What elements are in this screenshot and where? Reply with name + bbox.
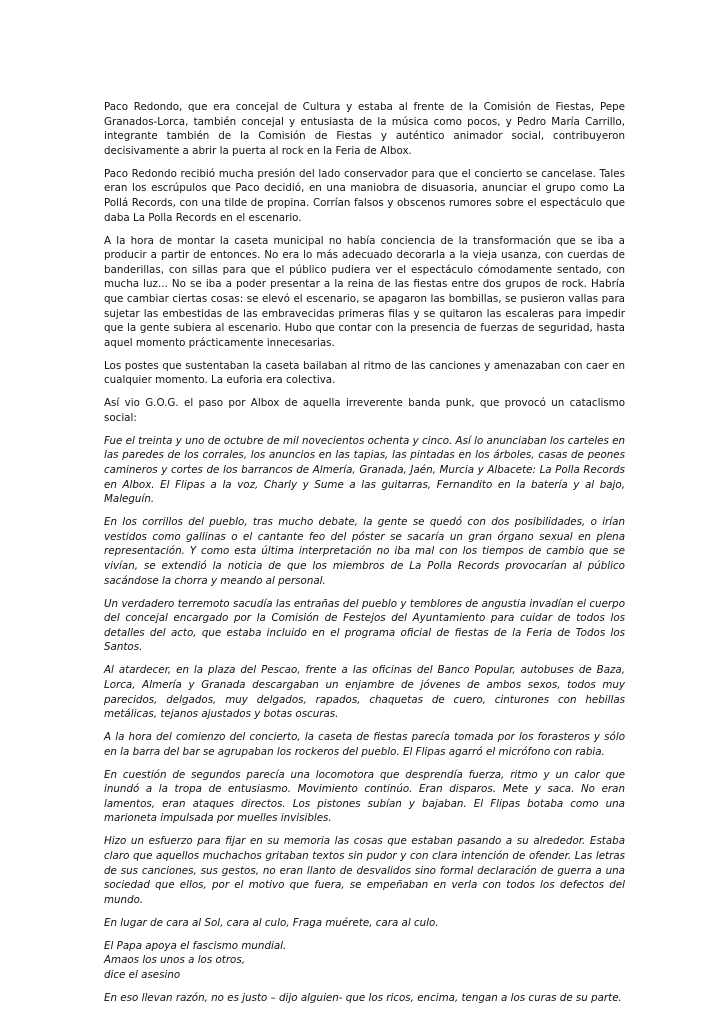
verse-line: El Papa apoya el fascismo mundial. (104, 939, 287, 952)
verse-block (104, 939, 625, 983)
closing-paragraph: En eso llevan razón, no es justo – dijo alguien- que los ricos, encima, tengan a los curas de su parte. (104, 991, 622, 1004)
document-page (104, 100, 625, 1014)
quote-paragraph-3: Un verdadero terremoto sacudía las entrañas del pueblo y temblores de angustia invadían el cuerpo del concejal encargado por la Comisión de Festejos del Ayuntamiento para cuidar de todos los detalles del acto, que estaba incluido en el programa oficial de fiestas de la Feria de Todos los Santos. (104, 597, 625, 654)
paragraph-1: Paco Redondo, que era concejal de Cultura y estaba al frente de la Comisión de Fiestas, Pepe Granados-Lorca, también concejal y entusiasta de la música como pocos, y Pedro María Carrillo, integrante también de la Comisión de Fiestas y auténtico animador social, contribuyeron decisivamente a abrir la puerta al rock en la Feria de Albox. (104, 101, 625, 157)
paragraph-4: Los postes que sustentaban la caseta bailaban al ritmo de las canciones y amenazaban con caer en cualquier momento. La euforia era colectiva. (104, 359, 625, 387)
paragraph-2: Paco Redondo recibió mucha presión del lado conservador para que el concierto se cancelase. Tales eran los escrúpulos que Paco decidió, en una maniobra de disuasoria, anunciar el grupo como La Pollá Records, con una tilde de propina. Corrían falsos y obscenos rumores sobre el espectáculo que daba La Polla Records en el escenario. (104, 167, 625, 224)
quote-paragraph-7: Hizo un esfuerzo para fijar en su memoria las cosas que estaban pasando a su alrededor. Estaba claro que aquellos muchachos gritaban textos sin pudor y con clara intención de ofender. Las letras de sus canciones, sus gestos, no eran llanto de desvalidos sino formal declaración de guerra a una sociedad que ellos, por el motivo que fuera, se empeñaban en verla con todos los defectos del mundo. (104, 835, 625, 906)
quote-paragraph-2: En los corrillos del pueblo, tras mucho debate, la gente se quedó con dos posibilidades, o irían vestidos como gallinas o el cantante feo del póster se sacaría un gran órgano sexual en plena representación. Y como esta última interpretación no iba mal con los tiempos de cambio que se vivían, se extendió la noticia de que los miembros de La Polla Records provocarían al público sacándose la chorra y meando al personal. (104, 516, 625, 587)
quote-paragraph-1: Fue el treinta y uno de octubre de mil novecientos ochenta y cinco. Así lo anunciaban los carteles en las paredes de los corrales, los anuncios en las tapias, las pintadas en los árboles, casas de peones camineros y cortes de los barrancos de Almería, Granada, Jaén, Murcia y Albacete: La Polla Records en Albox. El Flipas a la voz, Charly y Sume a las guitarras, Fernandito en la batería y al bajo, Maleguín. (104, 434, 625, 506)
verse-line: dice el asesino (104, 968, 181, 981)
quote-paragraph-6: En cuestión de segundos parecía una locomotora que desprendía fuerza, ritmo y un calor que inundó a la tropa de entusiasmo. Movimiento continúo. Eran disparos. Mete y saca. No eran lamentos, eran ataques directos. Los pistones subían y bajaban. El Flipas botaba como una marioneta impulsada por muelles invisibles. (104, 768, 625, 825)
quote-paragraph-8: En lugar de cara al Sol, cara al culo, Fraga muérete, cara al culo. (104, 916, 439, 929)
verse-line: Amaos los unos a los otros, (104, 954, 245, 967)
quote-paragraph-5: A la hora del comienzo del concierto, la caseta de fiestas parecía tomada por los forasteros y sólo en la barra del bar se agrupaban los rockeros del pueblo. El Flipas agarró el micrófono con rabia. (104, 731, 625, 758)
paragraph-3: A la hora de montar la caseta municipal no había conciencia de la transformación que se iba a producir a partir de entonces. No era lo más adecuado decorarla a la vieja usanza, con cuerdas de banderillas, con sillas para que el público pudiera ver el espectáculo cómodamente sentado, con mucha luz... No se iba a poder presentar a la reina de las fiestas entre dos grupos de rock. Habría que cambiar ciertas cosas: se elevó el escenario, se apagaron las bombillas, se pusieron vallas para sujetar las embestidas de las embravecidas primeras filas y se quitaron las escaleras para impedir que la gente subiera al escenario. Hubo que contar con la presencia de fuerzas de seguridad, hasta aquel momento prácticamente innecesarias. (104, 234, 625, 349)
paragraph-5: Así vio G.O.G. el paso por Albox de aquella irreverente banda punk, que provocó un cataclismo social: (104, 397, 625, 424)
quote-paragraph-4: Al atardecer, en la plaza del Pescao, frente a las oficinas del Banco Popular, autobuses de Baza, Lorca, Almería y Granada descargaban un enjambre de jóvenes de ambos sexos, todos muy parecidos, delgados, muy delgados, rapados, chaquetas de cuero, cinturones con hebillas metálicas, tejanos ajustados y botas oscuras. (104, 664, 625, 721)
